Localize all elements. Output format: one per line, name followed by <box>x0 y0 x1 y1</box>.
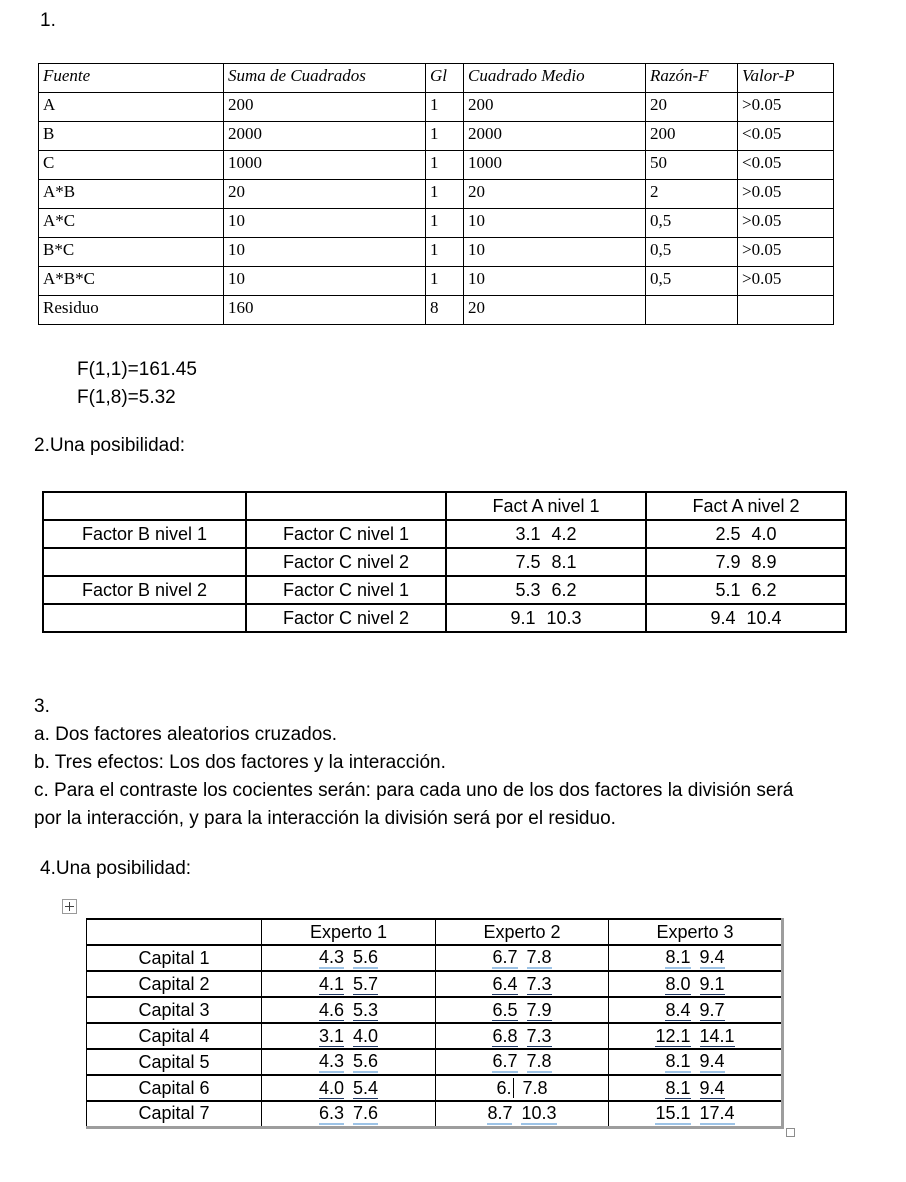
experto-value-cell <box>436 1049 609 1075</box>
anova-table <box>38 63 834 325</box>
capital-label-cell: Capital 6 <box>87 1075 262 1101</box>
value-pair <box>496 1078 547 1098</box>
value: 8.7 <box>487 1102 513 1123</box>
anova-cell: 10 <box>224 267 426 296</box>
table-row <box>39 267 834 296</box>
value-pair <box>319 1026 378 1046</box>
experto-value-cell <box>262 1075 436 1101</box>
fact-cell <box>246 492 446 520</box>
experto-value-cell <box>436 997 609 1023</box>
value: 8.4 <box>665 999 691 1020</box>
anova-header-cell: Suma de Cuadrados <box>224 64 426 93</box>
value-pair <box>319 1078 378 1098</box>
anova-cell: 200 <box>224 93 426 122</box>
anova-cell: B <box>39 122 224 151</box>
anova-cell: 8 <box>426 296 464 325</box>
fact-cell: Factor B nivel 1 <box>43 520 246 548</box>
value-pair <box>492 1051 551 1071</box>
section-3-number: 3. <box>34 696 50 717</box>
anova-header-cell: Cuadrado Medio <box>464 64 646 93</box>
value: 6.5 <box>492 999 518 1020</box>
section-3-item-a: a. Dos factores aleatorios cruzados. <box>34 724 338 745</box>
value-pair <box>665 1051 724 1071</box>
fact-cell: Fact A nivel 2 <box>646 492 846 520</box>
capital-label-cell: Capital 2 <box>87 971 262 997</box>
value: 6.7 <box>492 947 518 967</box>
experto-value-cell <box>262 1101 436 1127</box>
value-pair <box>655 1103 734 1123</box>
experto-value-cell <box>609 945 783 971</box>
fact-cell: Factor B nivel 2 <box>43 576 246 604</box>
value: 4.3 <box>318 947 344 967</box>
anova-header-cell: Gl <box>426 64 464 93</box>
value: 6.7 <box>492 1051 518 1071</box>
anova-cell: 0,5 <box>646 267 738 296</box>
fact-cell <box>43 492 246 520</box>
value-pair <box>319 1051 378 1071</box>
anova-cell: <0.05 <box>738 151 834 180</box>
anova-cell <box>646 296 738 325</box>
anova-cell: 10 <box>224 238 426 267</box>
value: 15.1 <box>655 1102 691 1123</box>
table-row <box>87 945 783 971</box>
experto-table <box>86 918 784 1129</box>
experto-value-cell <box>609 1023 783 1049</box>
experto-header-cell: Experto 1 <box>262 919 436 945</box>
anova-body <box>39 93 834 325</box>
fact-cell: 9.4 10.4 <box>646 604 846 632</box>
anova-cell: 10 <box>224 209 426 238</box>
value-pair <box>319 947 378 967</box>
experto-value-cell <box>609 1101 783 1127</box>
anova-cell: 1 <box>426 93 464 122</box>
anova-cell: 10 <box>464 238 646 267</box>
value-pair <box>665 1000 724 1020</box>
fact-cell: 2.5 4.0 <box>646 520 846 548</box>
anova-cell: 20 <box>464 296 646 325</box>
value: 4.1 <box>318 973 344 994</box>
anova-cell: 200 <box>464 93 646 122</box>
value: 8.1 <box>665 947 691 967</box>
value: 5.6 <box>353 947 379 967</box>
anova-cell: A <box>39 93 224 122</box>
value: 7.8 <box>522 1077 548 1098</box>
experto-header-cell: Experto 2 <box>436 919 609 945</box>
section-3-block <box>34 693 894 833</box>
anova-cell: 20 <box>464 180 646 209</box>
value: 4.0 <box>318 1077 344 1098</box>
table-row <box>39 209 834 238</box>
section-4-heading: 4.Una posibilidad: <box>40 858 192 879</box>
table-row <box>43 548 846 576</box>
fact-cell: 3.1 4.2 <box>446 520 646 548</box>
value: 6.3 <box>318 1102 344 1123</box>
experto-value-cell <box>436 1023 609 1049</box>
experto-value-cell <box>436 1075 609 1101</box>
value-pair <box>492 947 551 967</box>
value-pair <box>665 974 724 994</box>
experto-value-cell <box>436 1101 609 1127</box>
anova-cell: >0.05 <box>738 238 834 267</box>
table-row <box>39 93 834 122</box>
table-row <box>87 1075 783 1101</box>
value: 9.4 <box>699 1051 725 1071</box>
fact-cell: 5.1 6.2 <box>646 576 846 604</box>
table-row <box>43 576 846 604</box>
experto-value-cell <box>609 997 783 1023</box>
section-3-item-c-line1: c. Para el contraste los cocientes serán: para cada uno de los dos factores la división será <box>34 780 794 801</box>
anova-cell: 2 <box>646 180 738 209</box>
experto-header-cell: Experto 3 <box>609 919 783 945</box>
value: 7.6 <box>353 1102 379 1123</box>
table-row <box>39 122 834 151</box>
fact-cell <box>43 604 246 632</box>
anova-cell: <0.05 <box>738 122 834 151</box>
anova-cell: 20 <box>224 180 426 209</box>
anova-cell: Residuo <box>39 296 224 325</box>
value: 10.3 <box>521 1102 557 1123</box>
anova-cell: 2000 <box>464 122 646 151</box>
value: 5.4 <box>353 1077 379 1098</box>
table-row <box>87 1101 783 1127</box>
capital-label-cell: Capital 7 <box>87 1101 262 1127</box>
value: 5.6 <box>353 1051 379 1071</box>
anova-cell: 160 <box>224 296 426 325</box>
experto-value-cell <box>262 1023 436 1049</box>
experto-value-cell <box>609 1049 783 1075</box>
experto-value-cell <box>436 945 609 971</box>
table-move-handle[interactable] <box>62 899 77 914</box>
value: 7.8 <box>526 947 552 967</box>
value: 4.0 <box>353 1025 379 1046</box>
value: 5.3 <box>353 999 379 1020</box>
anova-cell: >0.05 <box>738 93 834 122</box>
value: 6. <box>496 1077 512 1098</box>
fact-cell: 5.3 6.2 <box>446 576 646 604</box>
experto-header-cell <box>87 919 262 945</box>
value: 4.6 <box>318 999 344 1020</box>
value-pair <box>319 974 378 994</box>
experto-value-cell <box>609 1075 783 1101</box>
fact-cell: Factor C nivel 2 <box>246 548 446 576</box>
value: 7.8 <box>526 1051 552 1071</box>
anova-cell <box>738 296 834 325</box>
value: 9.1 <box>699 973 725 994</box>
value: 5.7 <box>353 973 379 994</box>
anova-cell: 2000 <box>224 122 426 151</box>
capital-label-cell: Capital 5 <box>87 1049 262 1075</box>
table-row <box>39 180 834 209</box>
experto-value-cell <box>436 971 609 997</box>
value-pair <box>492 1000 551 1020</box>
fact-table <box>42 491 847 633</box>
anova-cell: A*B*C <box>39 267 224 296</box>
table-row <box>43 492 846 520</box>
anova-cell: >0.05 <box>738 180 834 209</box>
value-pair <box>319 1000 378 1020</box>
f-values-block <box>77 356 197 412</box>
fact-cell: 9.1 10.3 <box>446 604 646 632</box>
table-row <box>39 238 834 267</box>
anova-cell: 1 <box>426 209 464 238</box>
table-row <box>39 151 834 180</box>
anova-header-cell: Razón-F <box>646 64 738 93</box>
fact-cell: Fact A nivel 1 <box>446 492 646 520</box>
value: 7.3 <box>526 973 552 994</box>
capital-label-cell: Capital 1 <box>87 945 262 971</box>
value-pair <box>665 947 724 967</box>
value: 7.3 <box>526 1025 552 1046</box>
table-row <box>43 520 846 548</box>
table-row <box>39 296 834 325</box>
anova-cell: 20 <box>646 93 738 122</box>
anova-cell: 1 <box>426 238 464 267</box>
experto-value-cell <box>262 945 436 971</box>
experto-body <box>87 945 783 1127</box>
value: 4.3 <box>318 1051 344 1071</box>
anova-cell: 0,5 <box>646 238 738 267</box>
value: 9.4 <box>699 947 725 967</box>
anova-cell: 1 <box>426 122 464 151</box>
value: 8.1 <box>665 1077 691 1098</box>
anova-cell: 1 <box>426 267 464 296</box>
anova-cell: >0.05 <box>738 209 834 238</box>
anova-cell: 10 <box>464 267 646 296</box>
value: 8.0 <box>665 973 691 994</box>
text-cursor <box>513 1078 514 1098</box>
fact-cell: Factor C nivel 1 <box>246 576 446 604</box>
experto-value-cell <box>262 971 436 997</box>
value-pair <box>492 974 551 994</box>
fact-body <box>43 492 846 632</box>
fact-cell <box>43 548 246 576</box>
anova-cell: 50 <box>646 151 738 180</box>
anova-cell: 0,5 <box>646 209 738 238</box>
value-pair <box>487 1103 556 1123</box>
fact-cell: Factor C nivel 1 <box>246 520 446 548</box>
value: 6.4 <box>492 973 518 994</box>
experto-value-cell <box>262 1049 436 1075</box>
table-move-cross-icon <box>63 900 76 913</box>
value: 14.1 <box>699 1025 735 1046</box>
capital-label-cell: Capital 4 <box>87 1023 262 1049</box>
anova-header-cell: Valor-P <box>738 64 834 93</box>
value: 7.9 <box>526 999 552 1020</box>
value: 8.1 <box>665 1051 691 1071</box>
capital-label-cell: Capital 3 <box>87 997 262 1023</box>
experto-header-row <box>87 919 783 945</box>
value: 9.7 <box>699 999 725 1020</box>
fact-cell: Factor C nivel 2 <box>246 604 446 632</box>
value: 17.4 <box>699 1102 735 1123</box>
anova-cell: >0.05 <box>738 267 834 296</box>
table-row <box>43 604 846 632</box>
value-pair <box>655 1026 734 1046</box>
value-pair <box>665 1078 724 1098</box>
anova-cell: 1 <box>426 151 464 180</box>
table-row <box>87 971 783 997</box>
value: 12.1 <box>655 1025 691 1046</box>
anova-cell: 200 <box>646 122 738 151</box>
section-3-item-c-line2: por la interacción, y para la interacción la división será por el residuo. <box>34 808 616 829</box>
anova-cell: 1000 <box>464 151 646 180</box>
table-row <box>87 1049 783 1075</box>
fact-cell: 7.5 8.1 <box>446 548 646 576</box>
value: 9.4 <box>699 1077 725 1098</box>
table-resize-handle[interactable] <box>786 1128 795 1137</box>
value-pair <box>492 1026 551 1046</box>
anova-cell: A*B <box>39 180 224 209</box>
f-value-line-2: F(1,8)=5.32 <box>77 387 176 408</box>
anova-cell: 1 <box>426 180 464 209</box>
fact-cell: 7.9 8.9 <box>646 548 846 576</box>
experto-value-cell <box>262 997 436 1023</box>
section-2-heading: 2.Una posibilidad: <box>34 435 186 456</box>
value: 6.8 <box>492 1025 518 1046</box>
anova-cell: B*C <box>39 238 224 267</box>
table-row <box>87 1023 783 1049</box>
value: 3.1 <box>318 1025 344 1046</box>
table-row <box>87 997 783 1023</box>
anova-header-cell: Fuente <box>39 64 224 93</box>
anova-cell: A*C <box>39 209 224 238</box>
anova-header-row <box>39 64 834 93</box>
anova-cell: 1000 <box>224 151 426 180</box>
anova-cell: C <box>39 151 224 180</box>
section-1-number: 1. <box>40 10 56 31</box>
experto-value-cell <box>609 971 783 997</box>
section-3-item-b: b. Tres efectos: Los dos factores y la interacción. <box>34 752 446 773</box>
f-value-line-1: F(1,1)=161.45 <box>77 359 197 380</box>
value-pair <box>319 1103 378 1123</box>
anova-cell: 10 <box>464 209 646 238</box>
